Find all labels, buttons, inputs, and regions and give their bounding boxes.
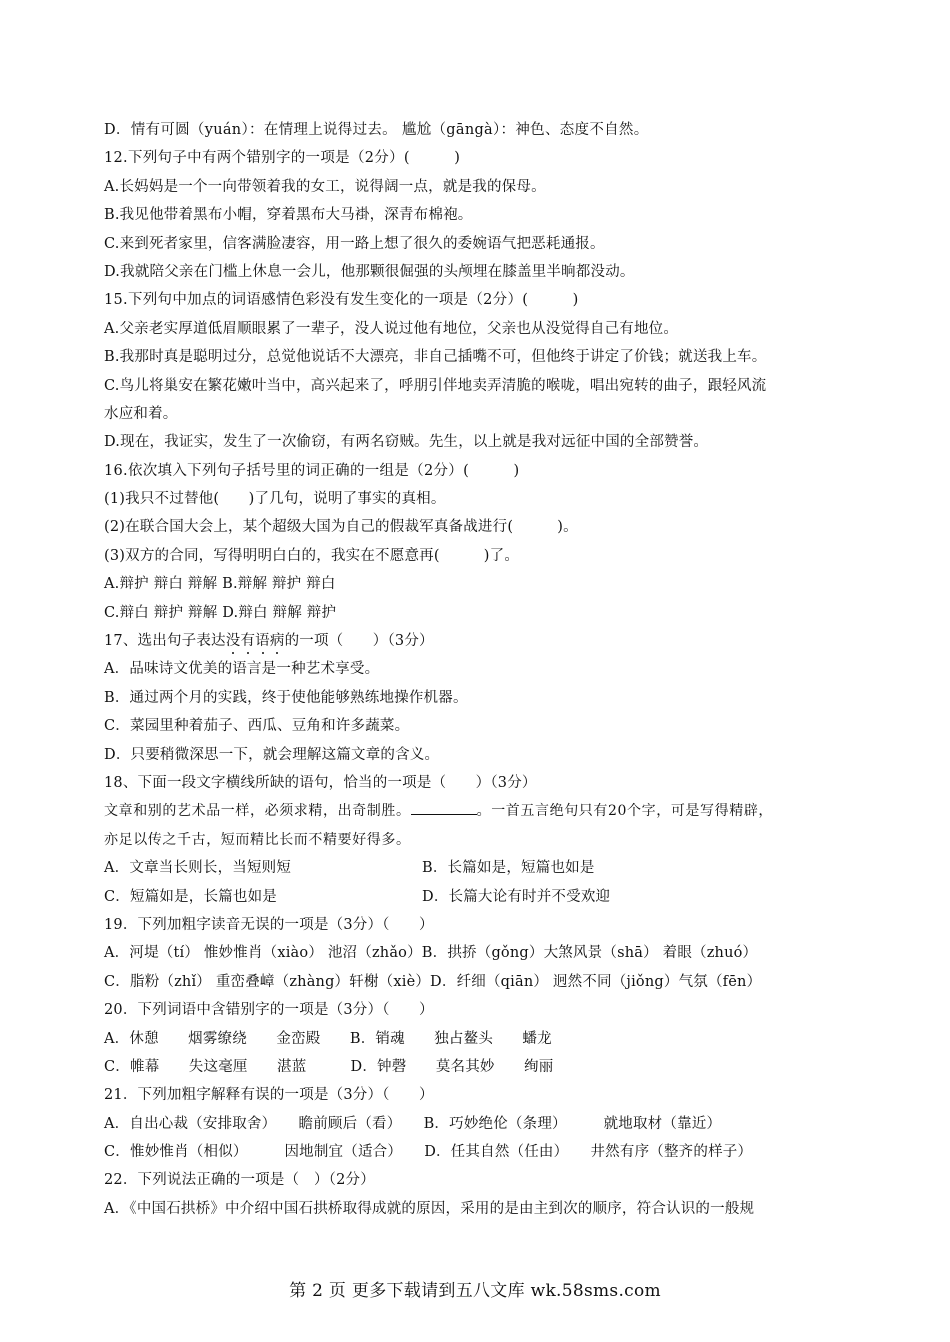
question-18: 18、下面一段文字横线所缺的语句，恰当的一项是（ ）（3分） <box>104 774 537 791</box>
question-19: 19．下列加粗字读音无误的一项是（3分）（ ） <box>104 916 434 933</box>
q20-options-ab: A．休憩 烟雾缭绕 金峦殿 B．销魂 独占鳌头 蟠龙 <box>104 1030 552 1047</box>
q19-options-cd: C．脂粉（zhǐ） 重峦叠嶂（zhàng）轩榭（xiè）D．纤细（qiān） 迥然不同（jiǒng）气氛（fēn） <box>104 973 762 990</box>
question-21: 21．下列加粗字解释有误的一项是（3分）（ ） <box>104 1087 434 1104</box>
q16-options-ab: A.辩护 辩白 辩解 B.辩解 辩护 辩白 <box>104 576 336 593</box>
q12-option-b: B.我见他带着黑布小帽，穿着黑布大马褂，深青布棉袍。 <box>104 207 473 224</box>
q18-option-c: C．短篇如是，长篇也如是 <box>104 888 277 905</box>
q17-emphasis <box>226 633 285 649</box>
q18-option-a: A．文章当长则长，当短则短 <box>104 860 292 877</box>
q18-options-cd <box>104 883 864 911</box>
q18-option-d: D．长篇大论有时并不受欢迎 <box>422 888 611 905</box>
q17-prefix: 17、选出句子表达 <box>104 633 226 650</box>
q20-options-cd: C．帷幕 失这毫厘 湛蓝 D．钟磬 莫名其妙 绚丽 <box>104 1058 554 1075</box>
q19-options-ab: A．河堤（tí） 惟妙惟肖（xiào） 池沼（zhǎo）B．拱挢（gǒng）大煞风景（shā） 着眼（zhuó） <box>104 945 758 962</box>
q12-option-c: C.来到死者家里，信客满脸凄容，用一路上想了很久的委婉语气把恶耗通报。 <box>104 235 605 252</box>
q17-option-a: A．品味诗文优美的语言是一种艺术享受。 <box>104 661 380 678</box>
page-footer: 第 2 页 更多下载请到五八文库 wk.58sms.com <box>289 1281 661 1301</box>
q15-option-c-cont: 水应和着。 <box>104 405 178 422</box>
document-body <box>104 116 864 1223</box>
q22-option-a: A．《中国石拱桥》中介绍中国石拱桥取得成就的原因，采用的是由主到次的顺序，符合认识的一般规 <box>104 1200 755 1217</box>
q18-options-ab <box>104 854 864 882</box>
question-20: 20．下列词语中含错别字的一项是（3分）（ ） <box>104 1002 434 1019</box>
q15-option-d: D.现在，我证实，发生了一次偷窃，有两名窃贼。先生，以上就是我对远征中国的全部赞誉。 <box>104 434 709 451</box>
q15-option-c: C.鸟儿将巢安在繁花嫩叶当中，高兴起来了，呼朋引伴地卖弄清脆的喉咙，唱出宛转的曲子，跟轻风流 <box>104 377 767 394</box>
q18-passage-line-2: 亦足以传之千古，短而精比长而不精要好得多。 <box>104 831 411 848</box>
q17-option-d: D．只要稍微深思一下，就会理解这篇文章的含义。 <box>104 746 440 763</box>
emphasis-char: 语 <box>255 633 270 650</box>
question-15: 15.下列句中加点的词语感情色彩没有发生变化的一项是（2分）( ) <box>104 292 579 309</box>
q21-options-ab: A．自出心裁（安排取舍） 瞻前顾后（看） B．巧妙绝伦（条理） 就地取材（靠近） <box>104 1115 722 1132</box>
q16-sentence-2: (2)在联合国大会上，某个超级大国为自己的假裁军真备战进行( )。 <box>104 519 578 536</box>
question-12: 12.下列句子中有两个错别字的一项是（2分）( ) <box>104 150 461 167</box>
question-17 <box>104 627 864 655</box>
q17-option-c: C．菜园里种着茄子、西瓜、豆角和许多蔬菜。 <box>104 718 410 735</box>
emphasis-char: 没 <box>225 633 241 650</box>
emphasis-char: 有 <box>240 633 256 650</box>
q17-option-b: B．通过两个月的实践，终于使他能够熟练地操作机器。 <box>104 689 468 706</box>
emphasis-char: 病 <box>269 633 285 650</box>
q15-option-b: B.我那时真是聪明过分，总觉他说话不大漂亮，非自己插嘴不可，但他终于讲定了价钱；就送我上车。 <box>104 349 767 366</box>
q21-options-cd: C．惟妙惟肖（相似） 因地制宜（适合） D．任其自然（任由） 井然有序（整齐的样子） <box>104 1144 753 1161</box>
q16-sentence-3: (3)双方的合同，写得明明白白的，我实在不愿意再( )了。 <box>104 547 520 564</box>
question-22: 22．下列说法正确的一项是（ ）（2分） <box>104 1172 375 1189</box>
q18-blank <box>411 800 477 815</box>
q16-sentence-1: (1)我只不过替他( )了几句，说明了事实的真相。 <box>104 491 446 508</box>
q18-passage-line-1 <box>104 797 864 825</box>
question-16: 16.依次填入下列句子括号里的词正确的一组是（2分）( ) <box>104 462 520 479</box>
q12-option-d: D.我就陪父亲在门槛上休息一会儿，他那颗很倔强的头颅埋在膝盖里半晌都没动。 <box>104 263 635 280</box>
q12-option-a: A.长妈妈是一个一向带领着我的女工，说得阔一点，就是我的保母。 <box>104 178 546 195</box>
q15-option-a: A.父亲老实厚道低眉顺眼累了一辈子，没人说过他有地位，父亲也从没觉得自己有地位。 <box>104 320 679 337</box>
q18-passage-end: 。一首五言绝句只有20个字，可是写得精辟， <box>476 803 774 820</box>
q16-options-cd: C.辩白 辩护 辩解 D.辩白 辩解 辩护 <box>104 604 337 621</box>
q17-suffix: 的一项（ ）（3分） <box>284 633 434 650</box>
option-d-line: D．情有可圆（yuán）：在情理上说得过去。 尴尬（gāngà）：神色、态度不自然。 <box>104 122 649 138</box>
q18-passage-start: 文章和别的艺术品一样，必须求精，出奇制胜。 <box>104 803 411 820</box>
q18-option-b: B．长篇如是，短篇也如是 <box>422 860 595 877</box>
